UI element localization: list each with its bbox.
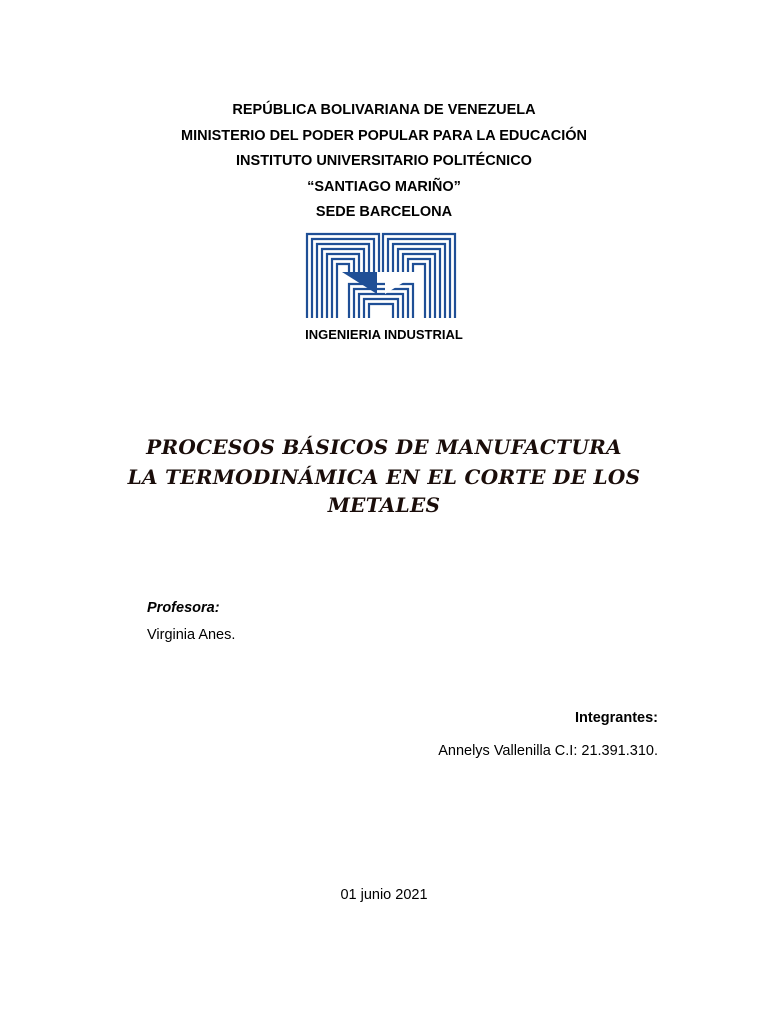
document-title-line-3: METALES — [327, 493, 441, 517]
header-line-campus: SEDE BARCELONA — [315, 204, 453, 220]
header-line-institute-name: “SANTIAGO MARIÑO” — [307, 179, 461, 195]
header-line-republic: REPÚBLICA BOLIVARIANA DE VENEZUELA — [232, 102, 536, 118]
institute-logo-icon — [305, 232, 457, 318]
header-line-institute: INSTITUTO UNIVERSITARIO POLITÉCNICO — [236, 153, 532, 169]
member-entry: Annelys Vallenilla C.I: 21.391.310. — [438, 743, 658, 759]
header-line-ministry: MINISTERIO DEL PODER POPULAR PARA LA EDUCACIÓN — [180, 128, 588, 144]
professor-label: Profesora: — [147, 600, 220, 616]
document-title-line-1: PROCESOS BÁSICOS DE MANUFACTURA — [146, 435, 622, 459]
program-name: INGENIERIA INDUSTRIAL — [305, 327, 463, 342]
members-label: Integrantes: — [575, 710, 658, 726]
professor-name: Virginia Anes. — [147, 627, 236, 643]
document-date: 01 junio 2021 — [340, 887, 428, 903]
document-title-line-2: LA TERMODINÁMICA EN EL CORTE DE LOS — [127, 465, 641, 489]
